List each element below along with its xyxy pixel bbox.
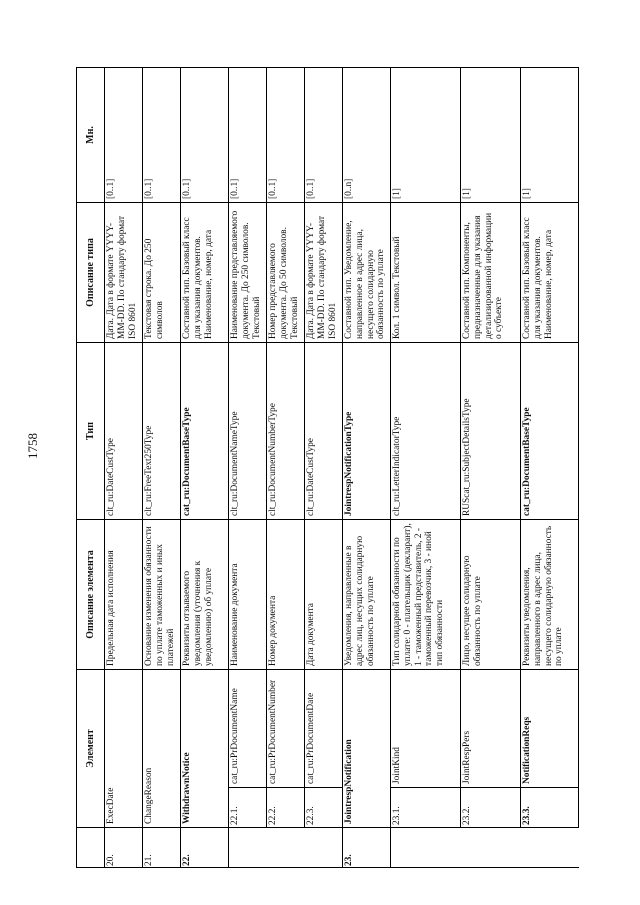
type-name: RUScat_ru:SubjectDetailsType (461, 343, 521, 520)
rotated-table-container (76, 68, 606, 868)
row-number: 23. (343, 828, 391, 868)
row-number: 23.3. (521, 788, 579, 828)
element-desc: Наименование документа (229, 520, 267, 670)
type-name: clt_ru:FreeText250Type (143, 343, 181, 520)
blank-cell (229, 828, 267, 868)
multiplicity: [0..1] (267, 68, 305, 203)
blank-cell (305, 828, 343, 868)
row-number: 23.1. (391, 788, 461, 828)
element-desc: Реквизиты отзываемого уведомления (уточнения к уведомлению) об уплате (181, 520, 229, 670)
row-number: 23.2. (461, 788, 521, 828)
blank-cell (267, 828, 305, 868)
type-name: clt_ru:DateCustType (105, 343, 143, 520)
element-desc: Тип солидарной обязанности по уплате: 0 - плательщик (декларант), 1 - таможенный представитель, 2 - таможенный перевозчик, 3 - иной тип обязанности (391, 520, 461, 670)
element-name: ExecDate (105, 670, 143, 828)
element-desc: Лицо, несущее солидарную обязанность по уплате (461, 520, 521, 670)
multiplicity: [0..n] (343, 68, 391, 203)
element-name: WithdrawnNotice (181, 670, 229, 828)
type-desc: Наименование представляемого документа. До 250 символов. Текстовый (229, 203, 267, 343)
table-row (461, 68, 521, 868)
element-name: NotificationReqs (521, 670, 579, 788)
element-name: JointrespNotification (343, 670, 391, 828)
type-desc: Составной тип. Базовый класс для указания документов. Наименование, номер, дата (181, 203, 229, 343)
blank-cell (461, 828, 521, 868)
element-desc: Уведомления, направленные в адрес лиц, несущих солидарную обязанность по уплате (343, 520, 391, 670)
type-desc: Дата. Дата в формате YYYY-MM-DD. По стандарту формат ISO 8601 (105, 203, 143, 343)
row-number: 22.2. (267, 788, 305, 828)
row-number: 21. (143, 828, 181, 868)
table-row (521, 68, 579, 868)
table-row (143, 68, 181, 868)
row-number: 22.1. (229, 788, 267, 828)
multiplicity: [1] (521, 68, 579, 203)
type-desc-header: Описание типа (77, 203, 105, 343)
type-name: clt_ru:DateCustType (305, 343, 343, 520)
type-name: JointrespNotificationType (343, 343, 391, 520)
multiplicity: [0..1] (105, 68, 143, 203)
table-row (181, 68, 229, 868)
element-desc-header: Описание элемента (77, 520, 105, 670)
multiplicity: [1] (391, 68, 461, 203)
type-name: cat_ru:DocumentBaseType (521, 343, 579, 520)
element-name: cat_ru:PrDocumentDate (305, 670, 343, 788)
element-table (76, 67, 579, 868)
type-name: clt_ru:DocumentNameType (229, 343, 267, 520)
type-name: cat_ru:DocumentBaseType (181, 343, 229, 520)
row-number: 22.3. (305, 788, 343, 828)
type-name: clt_ru:LetterIndicatorType (391, 343, 461, 520)
table-header-row (77, 68, 105, 868)
blank-cell (391, 828, 461, 868)
multiplicity: [0..1] (143, 68, 181, 203)
table-row (391, 68, 461, 868)
element-desc: Номер документа (267, 520, 305, 670)
element-name: JointKind (391, 670, 461, 788)
table-row (343, 68, 391, 868)
blank-cell (521, 828, 579, 868)
type-desc: Составной тип. Компоненты, предназначенные для указания детализированной информации о субъекте (461, 203, 521, 343)
element-name: cat_ru:PrDocumentName (229, 670, 267, 788)
mult-header: Мн. (77, 68, 105, 203)
table-row (305, 68, 343, 868)
type-desc: Номер представляемого документа. До 50 символов. Текстовый (267, 203, 305, 343)
element-name: ChangeReason (143, 670, 181, 828)
element-desc: Дата документа (305, 520, 343, 670)
type-desc: Текстовая строка. До 250 символов (143, 203, 181, 343)
multiplicity: [0..1] (229, 68, 267, 203)
element-desc: Реквизиты уведомления, направленного в адрес лица, несущего солидарную обязанность по уплате (521, 520, 579, 670)
element-header: Элемент (77, 670, 105, 828)
table-row (267, 68, 305, 868)
page-number: 1758 (25, 433, 40, 459)
type-desc: Дата. Дата в формате YYYY-MM-DD. По стандарту формат ISO 8601 (305, 203, 343, 343)
multiplicity: [0..1] (181, 68, 229, 203)
type-desc: Составной тип. Уведомление, направленное в адрес лица, несущего солидарную обязанность по уплате (343, 203, 391, 343)
element-desc: Предельная дата исполнения (105, 520, 143, 670)
type-desc: Кол. 1 символ. Текстовый (391, 203, 461, 343)
row-number: 20. (105, 828, 143, 868)
type-header: Тип (77, 343, 105, 520)
blank-header (77, 828, 105, 868)
element-name: JointRespPers (461, 670, 521, 788)
table-row (229, 68, 267, 868)
type-desc: Составной тип. Базовый класс для указания документов. Наименование, номер, дата (521, 203, 579, 343)
multiplicity: [1] (461, 68, 521, 203)
table-row (105, 68, 143, 868)
element-desc: Основание изменения обязанности по уплате таможенных и иных платежей (143, 520, 181, 670)
row-number: 22. (181, 828, 229, 868)
multiplicity: [0..1] (305, 68, 343, 203)
element-name: cat_ru:PrDocumentNumber (267, 670, 305, 788)
type-name: clt_ru:DocumentNumberType (267, 343, 305, 520)
